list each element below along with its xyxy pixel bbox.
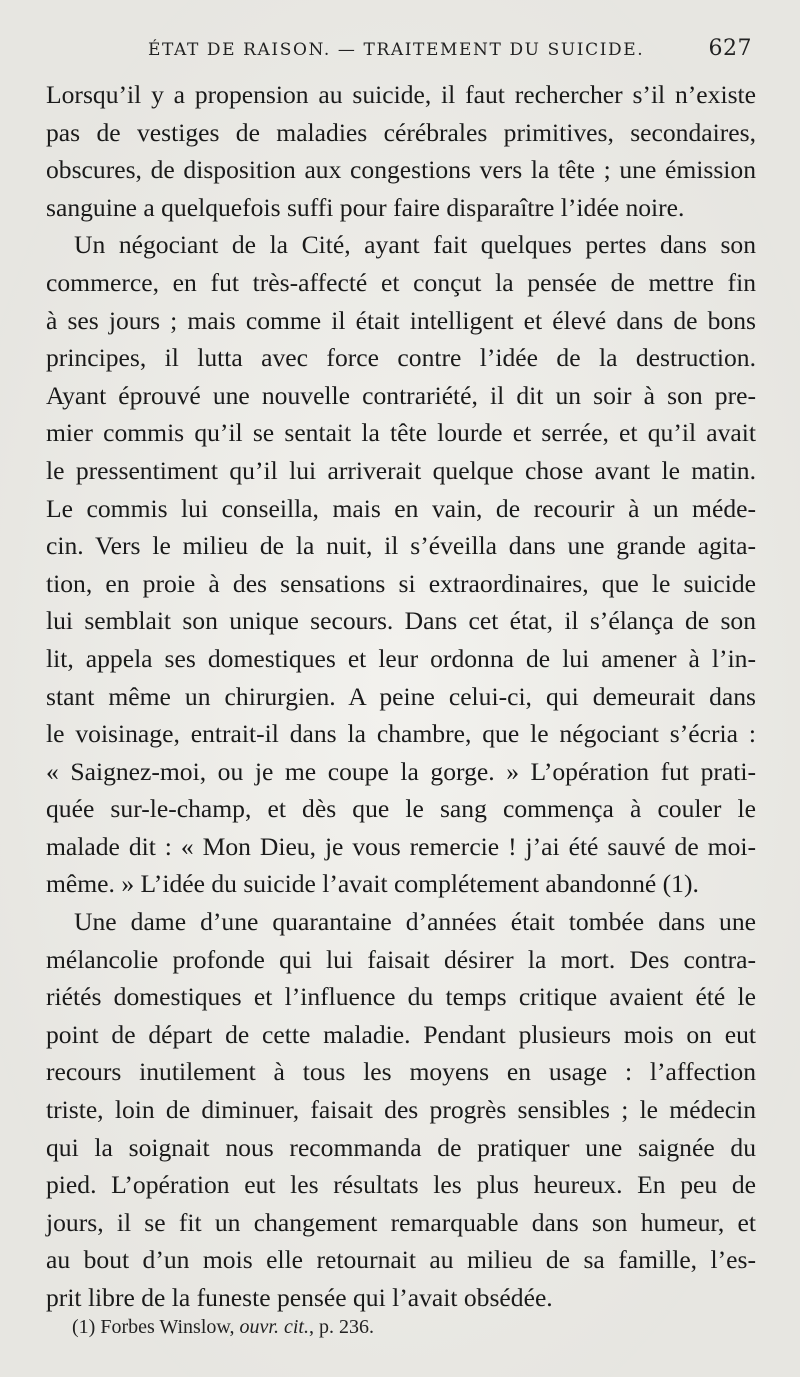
text-line: Une dame d’une quarantaine d’années était tombée dans une — [74, 907, 756, 937]
text-line: principes, il lutta avec force contre l’idée de la destruction. — [46, 343, 756, 373]
text-line: quée sur-le-champ, et dès que le sang commença à couler le — [46, 794, 756, 824]
footnote — [72, 1316, 374, 1339]
text-line: qui la soignait nous recommanda de pratiquer une saignée du — [46, 1132, 756, 1162]
text-line: triste, loin de diminuer, faisait des progrès sensibles ; le médecin — [46, 1095, 756, 1125]
text-line: malade dit : « Mon Dieu, je vous remercie ! j’ai été sauvé de moi- — [46, 831, 756, 861]
text-line: stant même un chirurgien. A peine celui-ci, qui demeurait dans — [46, 681, 756, 711]
text-line: même. » L’idée du suicide l’avait complétement abandonné (1). — [46, 869, 699, 899]
text-line: au bout d’un mois elle retournait au milieu de sa famille, l’es- — [46, 1245, 756, 1275]
text-line: Ayant éprouvé une nouvelle contrariété, il dit un soir à son pre- — [46, 380, 756, 410]
footnote-author: Forbes Winslow, — [100, 1316, 235, 1338]
text-line: obscures, de disposition aux congestions vers la tête ; une émission — [46, 155, 756, 185]
running-header — [148, 36, 752, 66]
text-line: Lorsqu’il y a propension au suicide, il faut rechercher s’il n’existe — [46, 80, 756, 109]
text-line: point de départ de cette maladie. Pendant plusieurs mois on eut — [46, 1019, 756, 1049]
text-line: sanguine a quelquefois suffi pour faire disparaître l’idée noire. — [46, 192, 685, 222]
text-line: mélancolie profonde qui lui faisait désirer la mort. Des contra- — [46, 944, 756, 974]
footnote-work: ouvr. cit. — [239, 1316, 309, 1338]
text-line: prit libre de la funeste pensée qui l’avait obsédée. — [46, 1283, 553, 1312]
text-line: cin. Vers le milieu de la nuit, il s’éveilla dans une grande agita- — [46, 531, 756, 561]
page-number: 627 — [708, 36, 752, 61]
text-line: Un négociant de la Cité, ayant fait quelques pertes dans son — [74, 230, 756, 260]
text-line: pas de vestiges de maladies cérébrales primitives, secondaires, — [46, 117, 756, 147]
text-line: pied. L’opération eut les résultats les plus heureux. En peu de — [46, 1170, 756, 1200]
text-line: commerce, en fut très-affecté et conçut la pensée de mettre fin — [46, 267, 756, 297]
text-line: Le commis lui conseilla, mais en vain, de recourir à un méde- — [46, 493, 756, 523]
text-line: mier commis qu’il se sentait la tête lourde et serrée, et qu’il avait — [46, 418, 756, 448]
footnote-marker: (1) — [72, 1316, 96, 1338]
text-line: « Saignez-moi, ou je me coupe la gorge. » L’opération fut prati- — [46, 756, 756, 786]
text-line: recours inutilement à tous les moyens en usage : l’affection — [46, 1057, 756, 1087]
text-line: lit, appela ses domestiques et leur ordonna de lui amener à l’in- — [46, 643, 756, 673]
body-text — [46, 76, 756, 1317]
text-line: le pressentiment qu’il lui arriverait quelque chose avant le matin. — [46, 455, 756, 485]
footnote-page: , p. 236. — [308, 1316, 374, 1338]
text-line: à ses jours ; mais comme il était intelligent et élevé dans de bons — [46, 305, 756, 335]
text-line: jours, il se fit un changement remarquable dans son humeur, et — [46, 1207, 756, 1237]
text-line: tion, en proie à des sensations si extraordinaires, que le suicide — [46, 568, 756, 598]
running-title: ÉTAT DE RAISON. — TRAITEMENT DU SUICIDE. — [148, 40, 645, 60]
text-line: lui semblait son unique secours. Dans cet état, il s’élança de son — [46, 606, 756, 636]
text-line: le voisinage, entrait-il dans la chambre, que le négociant s’écria : — [46, 719, 756, 749]
text-line: riétés domestiques et l’influence du temps critique avaient été le — [46, 982, 756, 1012]
